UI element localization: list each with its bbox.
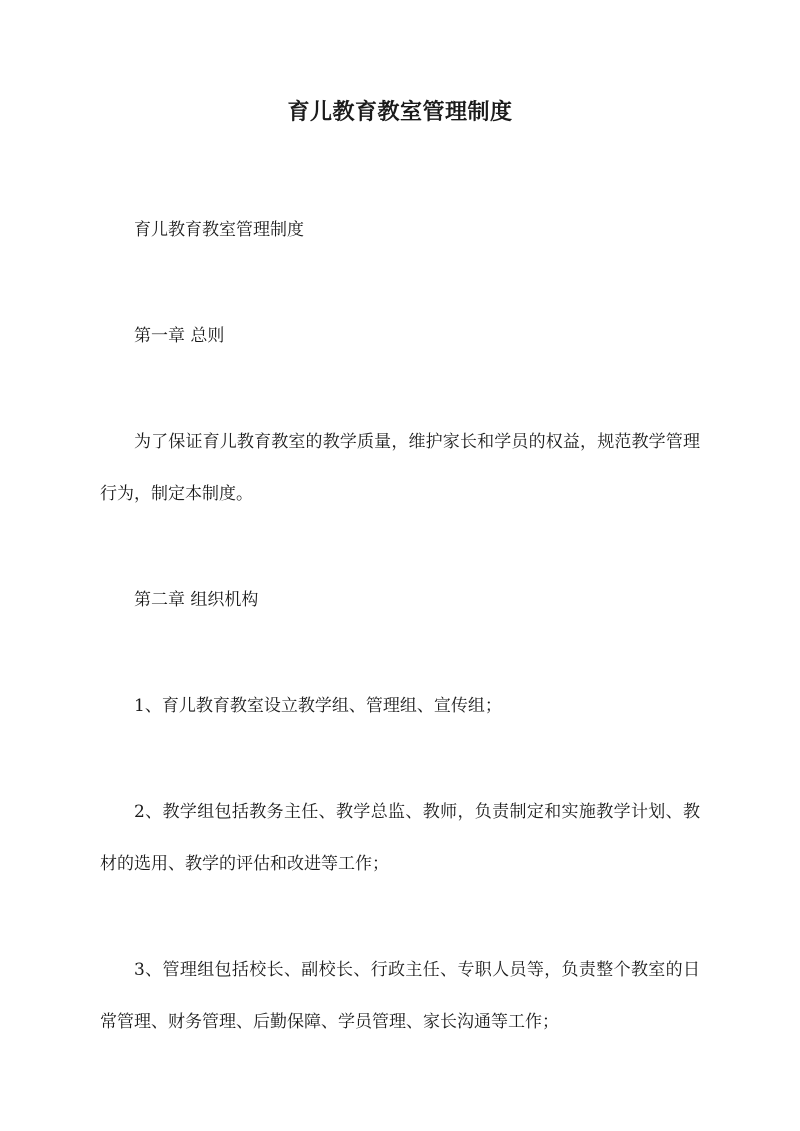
chapter-2-heading: 第二章 组织机构 xyxy=(134,590,259,610)
clause-2-paragraph: 2、教学组包括教务主任、教学总监、教师，负责制定和实施教学计划、教材的选用、教学的评估和改进等工作； xyxy=(100,802,700,874)
chapter-1-heading: 第一章 总则 xyxy=(134,326,225,346)
purpose-paragraph: 为了保证育儿教育教室的教学质量，维护家长和学员的权益，规范教学管理行为，制定本制度。 xyxy=(100,432,700,504)
clause-1-paragraph: 1、育儿教育教室设立教学组、管理组、宣传组； xyxy=(134,696,502,716)
clause-3-paragraph: 3、管理组包括校长、副校长、行政主任、专职人员等，负责整个教室的日常管理、财务管理、后勤保障、学员管理、家长沟通等工作； xyxy=(100,960,700,1032)
subtitle-paragraph: 育儿教育教室管理制度 xyxy=(134,220,304,240)
document-title: 育儿教育教室管理制度 xyxy=(287,99,513,125)
